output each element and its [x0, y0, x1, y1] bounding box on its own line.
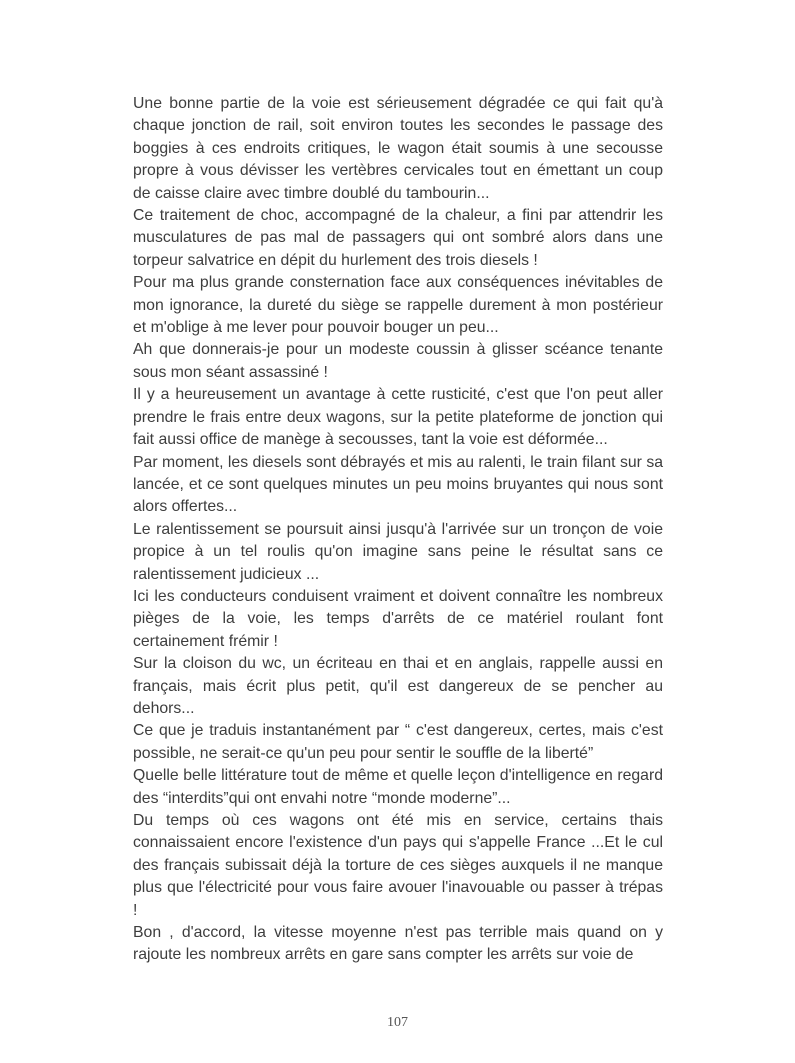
paragraph: Pour ma plus grande consternation face aux conséquences inévitables de mon ignorance, la dureté du siège se rappelle durement à mon postérieur et m'oblige à me lever pour pouvoir bouger un peu...: [133, 274, 663, 337]
paragraph: Ici les conducteurs conduisent vraiment et doivent connaître les nombreux pièges de la voie, les temps d'arrêts de ce matériel roulant font certainement frémir !: [133, 587, 663, 650]
paragraph: Une bonne partie de la voie est sérieusement dégradée ce qui fait qu'à chaque jonction de rail, soit environ toutes les secondes le passage des boggies à ces endroits critiques, le wagon était soumis à une secousse propre à vous dévisser les vertèbres cervicales tout en émettant un coup de caisse claire avec timbre doublé du tambourin...: [133, 95, 663, 202]
paragraph: Par moment, les diesels sont débrayés et mis au ralenti, le train filant sur sa lancée, et ce sont quelques minutes un peu moins bruyantes qui nous sont alors offertes...: [133, 453, 663, 516]
paragraph: Bon , d'accord, la vitesse moyenne n'est pas terrible mais quand on y rajoute les nombreux arrêts en gare sans compter les arrêts sur voie de: [133, 924, 663, 964]
paragraph: Il y a heureusement un avantage à cette rusticité, c'est que l'on peut aller prendre le frais entre deux wagons, sur la petite plateforme de jonction qui fait aussi office de manège à secousses, tant la voie est déformée...: [133, 386, 663, 449]
paragraph: Du temps où ces wagons ont été mis en service, certains thais connaissaient encore l'existence d'un pays qui s'appelle France ...Et le cul des français subissait déjà la torture de ces sièges auxquels il ne manque plus que l'électricité pour vous faire avouer l'inavouable ou passer à trépas !: [133, 812, 663, 919]
paragraph: Ce traitement de choc, accompagné de la chaleur, a fini par attendrir les musculatures de pas mal de passagers qui ont sombré alors dans une torpeur salvatrice en dépit du hurlement des trois diesels !: [133, 207, 663, 269]
paragraph: Sur la cloison du wc, un écriteau en thai et en anglais, rappelle aussi en français, mais écrit plus petit, qu'il est dangereux de se pencher au dehors...: [133, 655, 663, 717]
paragraph: Le ralentissement se poursuit ainsi jusqu'à l'arrivée sur un tronçon de voie propice à un tel roulis qu'on imagine sans peine le résultat sans ce ralentissement judicieux ...: [133, 520, 663, 583]
text-content: [133, 93, 663, 967]
paragraph: Ah que donnerais-je pour un modeste coussin à glisser scéance tenante sous mon séant assassiné !: [133, 341, 663, 381]
paragraph: Quelle belle littérature tout de même et quelle leçon d'intelligence en regard des “interdits”qui ont envahi notre “monde moderne”...: [133, 767, 663, 807]
page-number: 107: [387, 1015, 408, 1030]
paragraph: Ce que je traduis instantanément par “ c'est dangereux, certes, mais c'est possible, ne serait-ce qu'un peu pour sentir le souffle de la liberté”: [133, 722, 663, 762]
